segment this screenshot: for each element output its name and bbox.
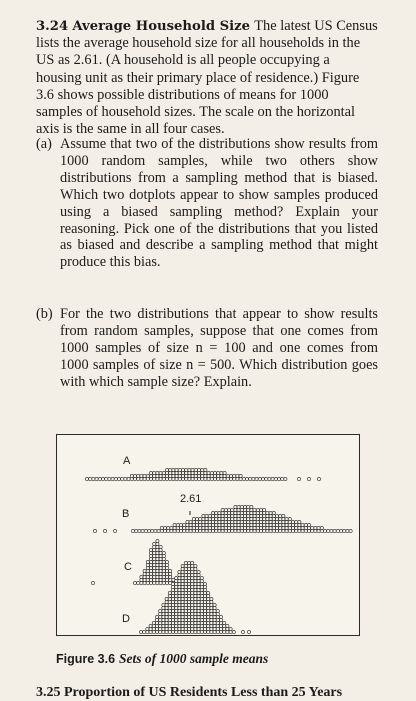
dotplot-label-d: D [122, 613, 130, 625]
dotplot-label-c: C [124, 561, 132, 573]
next-problem-title: Proportion of US Residents Less than 25 Years [64, 685, 343, 700]
part-b-text: For the two distributions that appear to show results from random samples, suppose that one comes from 1000 samples of size n = 100 and one comes from 1000 samples of size n = 500. Which distribution goes with which sample size? Explain. [60, 306, 378, 390]
part-a-text: Assume that two of the distributions show results from 1000 random samples, while two others show distributions from a sampling method that is biased. Which two dotplots appear to show samples produced using a biased sampling method? Explain your reasoning. Pick one of the distributions that you listed as biased and describe a sampling method that might produce this bias. [60, 136, 378, 271]
dotplot-b [93, 505, 352, 532]
dotplot-a [85, 468, 320, 480]
dotplot-label-b: B [122, 508, 130, 520]
figure-3-6-dotplots [56, 434, 360, 636]
figure-caption-text: Sets of 1000 sample means [119, 651, 269, 666]
problem-3-24 [36, 18, 378, 138]
problem-title: Average Household Size [72, 19, 251, 34]
part-b-label: (b) [36, 306, 53, 322]
problem-3-25-heading [36, 685, 416, 701]
figure-caption-number: Figure 3.6 [56, 652, 116, 666]
mean-marker-label: 2.61 [180, 493, 202, 505]
dotplot-canvas [57, 435, 359, 635]
part-b [36, 306, 378, 391]
part-a-label: (a) [36, 136, 52, 152]
part-a [36, 136, 378, 271]
problem-intro: The latest US Census lists the average household size for all households in the US as 2.61. (A household is all people occupying a housing unit as their primary place of residence.) Figure 3.6 shows possible distributions of means for 1000 samples of household sizes. The scale on the horizontal axis is the same in all four cases. [36, 18, 378, 138]
problem-number: 3.24 [36, 19, 69, 34]
dotplot-label-a: A [123, 455, 131, 467]
next-problem-number: 3.25 [36, 685, 61, 700]
dotplot-c [91, 539, 178, 584]
figure-caption [56, 651, 386, 667]
